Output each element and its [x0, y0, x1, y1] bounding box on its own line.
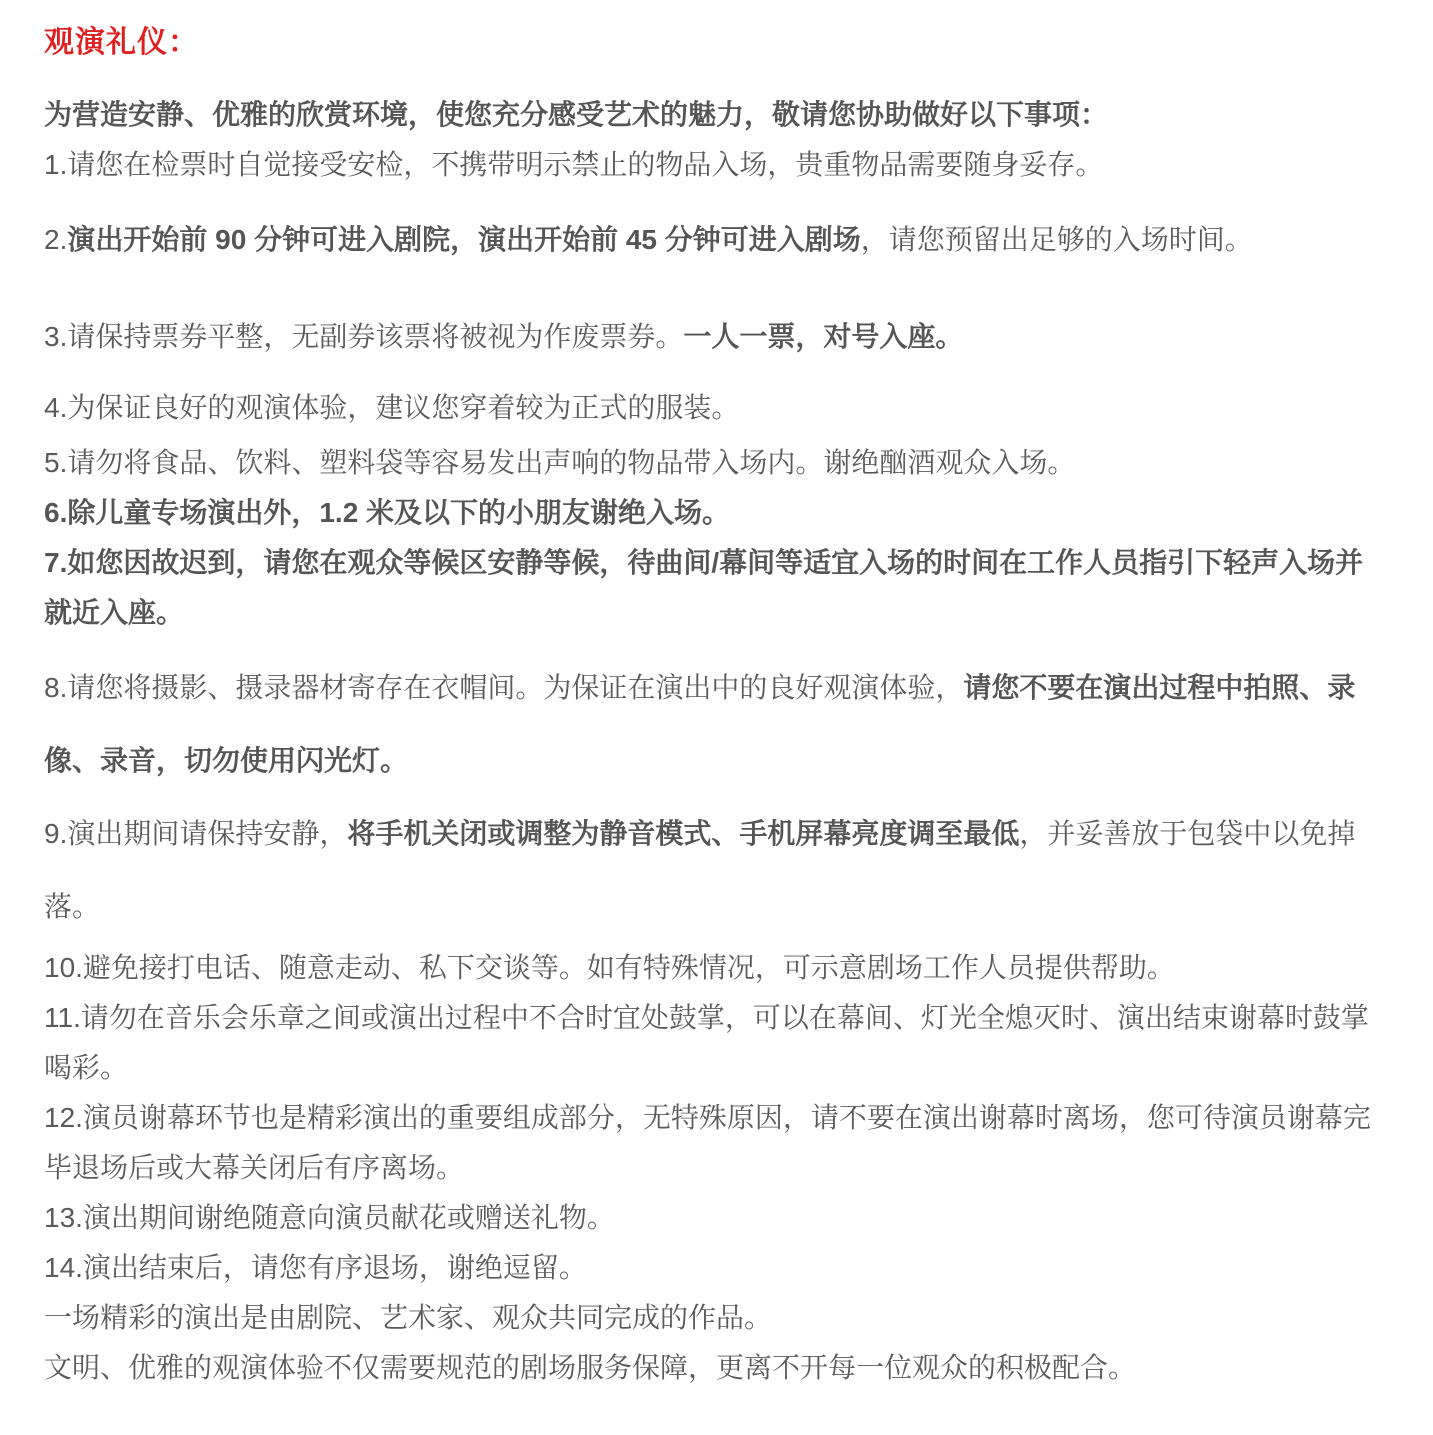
paragraph-item-4	[44, 383, 1383, 433]
paragraph-item-8	[44, 651, 1383, 797]
text-run: 文明、优雅的观演体验不仅需要规范的剧场服务保障，更离不开每一位观众的积极配合。	[44, 1352, 1137, 1383]
paragraph-item-9	[44, 797, 1383, 943]
text-run: 13.演出期间谢绝随意向演员献花或赠送礼物。	[44, 1202, 615, 1233]
text-run: 演出开始前 90 分钟可进入剧院，演出开始前 45 分钟可进入剧场	[67, 224, 861, 255]
text-run: 一人一票，对号入座。	[683, 321, 964, 352]
text-run: 7.如您因故迟到，请您在观众等候区安静等候，待曲间/幕间等适宜入场的时间在工作人员指引下轻声入场并就近入座。	[44, 547, 1364, 628]
text-run: 9.演出期间请保持安静，	[44, 818, 348, 849]
text-run: 为营造安静、优雅的欣赏环境，使您充分感受艺术的魅力，敬请您协助做好以下事项：	[44, 99, 1109, 130]
paragraph-item-3	[44, 312, 1383, 362]
paragraph-item-2	[44, 215, 1383, 265]
text-run: 6.除儿童专场演出外，1.2 米及以下的小朋友谢绝入场。	[44, 497, 731, 528]
text-run: 将手机关闭或调整为静音模式、手机屏幕亮度调至最低	[347, 818, 1020, 849]
text-run: 2.	[44, 224, 68, 255]
text-run: 5.请勿将食品、饮料、塑料袋等容易发出声响的物品带入场内。谢绝酗酒观众入场。	[44, 447, 1076, 478]
paragraph-item-12	[44, 1093, 1383, 1193]
text-run: 一场精彩的演出是由剧院、艺术家、观众共同完成的作品。	[44, 1302, 773, 1333]
text-run: ，并妥善放于包袋中以免掉落。	[44, 818, 1356, 922]
text-run: 4.为保证良好的观演体验，建议您穿着较为正式的服装。	[44, 392, 740, 423]
text-run: 请您不要在演出过程中拍照、录像、录音，切勿使用闪光灯。	[44, 672, 1356, 776]
paragraph-item-5	[44, 438, 1383, 488]
text-run: 8.请您将摄影、摄录器材寄存在衣帽间。为保证在演出中的良好观演体验，	[44, 672, 964, 703]
paragraph-item-1	[44, 140, 1383, 190]
paragraph-item-7	[44, 538, 1383, 638]
text-run: 12.演员谢幕环节也是精彩演出的重要组成部分，无特殊原因，请不要在演出谢幕时离场，您可待演员谢幕完毕退场后或大幕关闭后有序离场。	[44, 1102, 1371, 1183]
text-run: ，请您预留出足够的入场时间。	[860, 224, 1253, 255]
page-title: 观演礼仪：	[44, 26, 199, 59]
paragraph-closing-2	[44, 1343, 1383, 1393]
document-body	[44, 90, 1383, 1393]
paragraph-item-11	[44, 993, 1383, 1093]
paragraph-closing-1	[44, 1293, 1383, 1343]
text-run: 1.请您在检票时自觉接受安检，不携带明示禁止的物品入场，贵重物品需要随身妥存。	[44, 149, 1104, 180]
paragraph-item-10	[44, 943, 1383, 993]
text-run: 3.请保持票券平整，无副券该票将被视为作废票券。	[44, 321, 684, 352]
text-run: 10.避免接打电话、随意走动、私下交谈等。如有特殊情况，可示意剧场工作人员提供帮助。	[44, 952, 1175, 983]
text-run: 11.请勿在音乐会乐章之间或演出过程中不合时宜处鼓掌，可以在幕间、灯光全熄灭时、演出结束谢幕时鼓掌喝彩。	[44, 1002, 1369, 1083]
paragraph-item-6	[44, 488, 1383, 538]
paragraph-item-14	[44, 1243, 1383, 1293]
paragraph-intro	[44, 90, 1383, 140]
text-run: 14.演出结束后，请您有序退场，谢绝逗留。	[44, 1252, 587, 1283]
paragraph-item-13	[44, 1193, 1383, 1243]
